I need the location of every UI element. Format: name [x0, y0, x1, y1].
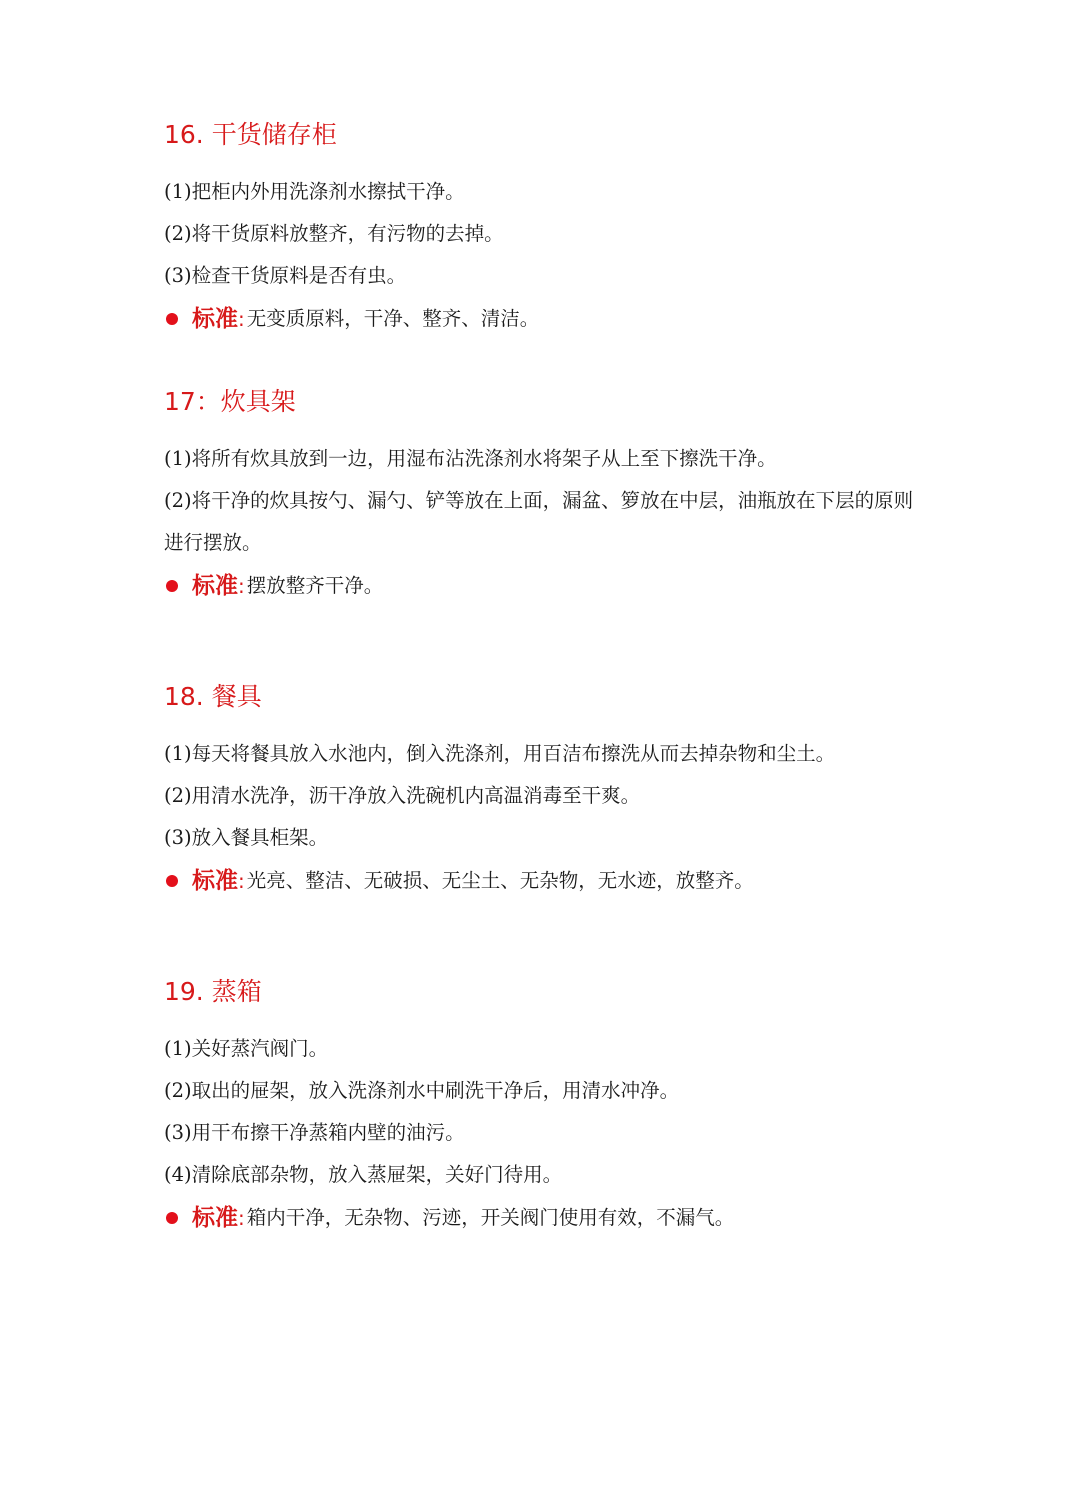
- step-item: (1)将所有炊具放到一边，用湿布沾洗涤剂水将架子从上至下擦洗干净。: [164, 447, 777, 470]
- step-item: (4)清除底部杂物，放入蒸屉架，关好门待用。: [164, 1163, 563, 1186]
- standard-colon: :: [238, 307, 245, 331]
- bullet-dot-icon: [166, 313, 178, 325]
- step-item: (2)用清水洗净，沥干净放入洗碗机内高温消毒至干爽。: [164, 784, 641, 807]
- step-list: [164, 171, 944, 297]
- step-item: (3)用干布擦干净蒸箱内壁的油污。: [164, 1121, 465, 1144]
- section-16: [164, 119, 944, 341]
- standard-colon: :: [238, 1206, 245, 1230]
- standard-text: 无变质原料，干净、整齐、清洁。: [246, 307, 540, 330]
- standard-line: [164, 564, 944, 608]
- standard-text: 光亮、整洁、无破损、无尘土、无杂物，无水迹，放整齐。: [246, 869, 754, 892]
- standard-colon: :: [238, 574, 245, 598]
- section-title: 16. 干货储存柜: [164, 120, 337, 149]
- section-title: 18. 餐具: [164, 682, 262, 711]
- bullet-dot-icon: [166, 1212, 178, 1224]
- step-list: [164, 1028, 944, 1196]
- standard-label: 标准: [192, 306, 238, 332]
- standard-text: 箱内干净，无杂物、污迹，开关阀门使用有效，不漏气。: [246, 1206, 735, 1229]
- section-19: [164, 976, 944, 1240]
- step-list: [164, 438, 944, 564]
- section-18: [164, 681, 944, 903]
- section-17: [164, 386, 944, 608]
- standard-colon: :: [238, 869, 245, 893]
- step-item: (2)将干货原料放整齐，有污物的去掉。: [164, 222, 504, 245]
- step-item: (1)每天将餐具放入水池内，倒入洗涤剂，用百洁布擦洗从而去掉杂物和尘土。: [164, 742, 836, 765]
- bullet-dot-icon: [166, 875, 178, 887]
- standard-line: [164, 859, 944, 903]
- standard-line: [164, 1196, 944, 1240]
- step-item: (3)检查干货原料是否有虫。: [164, 264, 407, 287]
- standard-label: 标准: [192, 1205, 238, 1231]
- step-item: (3)放入餐具柜架。: [164, 826, 329, 849]
- step-item: (1)关好蒸汽阀门。: [164, 1037, 329, 1060]
- step-item: (2)取出的屉架，放入洗涤剂水中刷洗干净后，用清水冲净。: [164, 1079, 680, 1102]
- step-list: [164, 733, 944, 859]
- standard-line: [164, 297, 944, 341]
- standard-text: 摆放整齐干净。: [246, 574, 384, 597]
- step-item: (1)把柜内外用洗涤剂水擦拭干净。: [164, 180, 465, 203]
- standard-label: 标准: [192, 573, 238, 599]
- bullet-dot-icon: [166, 580, 178, 592]
- standard-label: 标准: [192, 868, 238, 894]
- section-title: 19. 蒸箱: [164, 977, 262, 1006]
- step-item: (2)将干净的炊具按勺、漏勺、铲等放在上面，漏盆、箩放在中层，油瓶放在下层的原则进行摆放。: [164, 489, 914, 554]
- section-title: 17：炊具架: [164, 387, 296, 416]
